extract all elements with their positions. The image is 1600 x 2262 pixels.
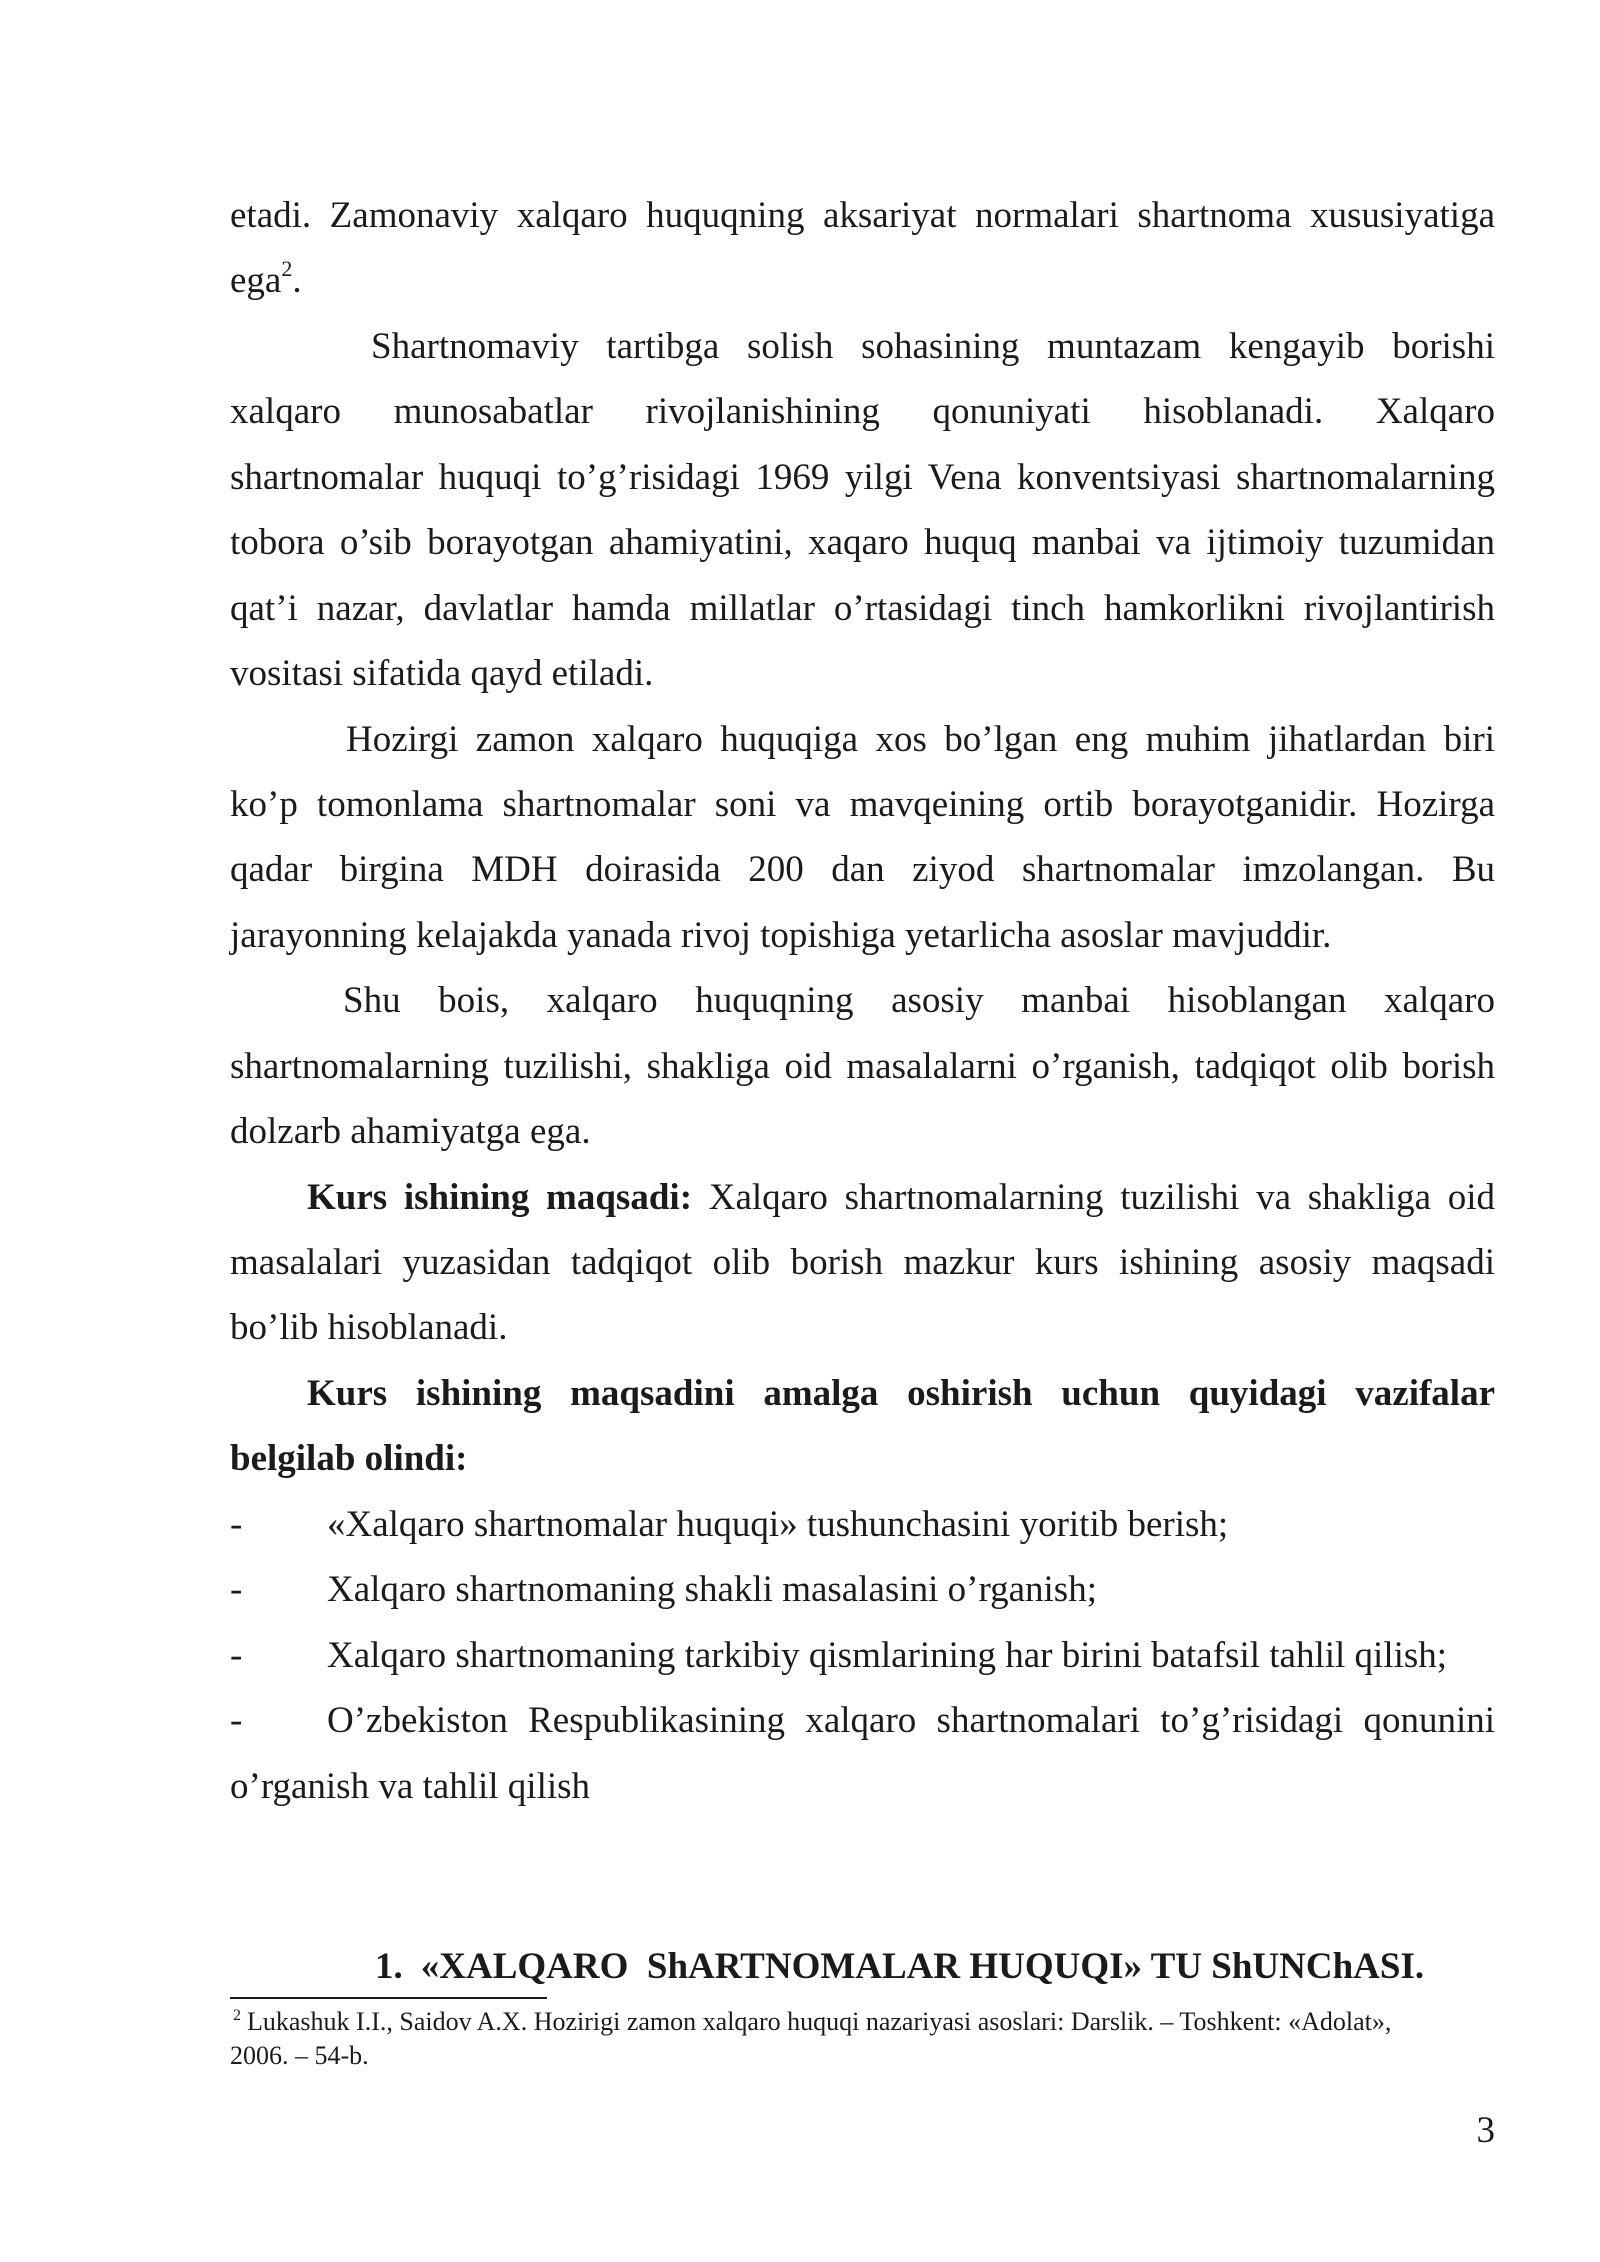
- section-heading: [375, 1934, 1424, 1999]
- line-text: ega: [230, 260, 282, 302]
- line-text: dolzarb ahamiyatga ega.: [230, 1111, 591, 1153]
- paragraph-line: [230, 1361, 1495, 1426]
- paragraph-line: [230, 641, 1495, 706]
- list-bullet: -: [230, 1569, 243, 1611]
- footnote-marker: 2: [233, 2007, 241, 2024]
- line-text: bo’lib hisoblanadi.: [230, 1307, 508, 1349]
- list-bullet: -: [230, 1634, 243, 1676]
- line-text: qadar birgina MDH doirasida 200 dan ziyod shartnomalar imzolangan. Bu: [230, 849, 1495, 891]
- line-text: .: [292, 260, 302, 302]
- paragraph-line: [230, 1426, 1495, 1491]
- line-text: Hozirgi zamon xalqaro huquqiga xos bo’lgan eng muhim jihatlardan biri: [346, 718, 1495, 760]
- list-item: [230, 1557, 1495, 1622]
- paragraph: [230, 314, 1495, 707]
- footnote: [230, 2005, 1495, 2072]
- footnote-line: [230, 2039, 1495, 2073]
- section-number: 1.: [375, 1946, 403, 1987]
- paragraph-tasks-intro: [230, 1361, 1495, 1492]
- paragraph: [230, 707, 1495, 969]
- line-text: qat’i nazar, davlatlar hamda millatlar o’rtasidagi tinch hamkorlikni rivojlantirish: [230, 587, 1495, 629]
- list-bullet: -: [230, 1503, 243, 1545]
- line-text: Xalqaro shartnomaning tarkibiy qismlarining har birini batafsil tahlil qilish;: [327, 1634, 1448, 1676]
- paragraph-line: [230, 1295, 1495, 1360]
- line-text: Xalqaro shartnomaning shakli masalasini o’rganish;: [327, 1569, 1097, 1611]
- goal-lead: Kurs ishining maqsadi:: [307, 1176, 693, 1218]
- paragraph-line: [230, 379, 1495, 444]
- line-text: xalqaro munosabatlar rivojlanishining qonuniyati hisoblanadi. Xalqaro: [230, 391, 1495, 433]
- paragraph-line: [230, 707, 1495, 772]
- footnote-reference: 2: [281, 256, 293, 282]
- line-text: masalalari yuzasidan tadqiqot olib borish mazkur kurs ishining asosiy maqsadi: [230, 1242, 1495, 1283]
- line-text: vositasi sifatida qayd etiladi.: [230, 653, 654, 695]
- footnote-text: 2006. – 54-b.: [230, 2040, 369, 2070]
- paragraph-line: [230, 837, 1495, 902]
- paragraph-line: [230, 1034, 1495, 1099]
- paragraph-course-goal: [230, 1165, 1495, 1361]
- line-text: Shartnomaviy tartibga solish sohasining muntazam kengayib borishi: [371, 325, 1495, 367]
- page-number: 3: [1476, 2110, 1495, 2151]
- paragraph-line: [230, 968, 1495, 1033]
- line-text: ko’p tomonlama shartnomalar soni va mavqeining ortib borayotganidir. Hozirga: [230, 783, 1495, 825]
- line-text: shartnomalar huquqi to’g’risidagi 1969 yilgi Vena konventsiyasi shartnomalarning: [230, 456, 1495, 498]
- body-text: [230, 183, 1495, 1819]
- list-item: [230, 1688, 1495, 1819]
- paragraph-line: [230, 1099, 1495, 1164]
- paragraph-line: [230, 1165, 1495, 1230]
- line-text: Shu bois, xalqaro huquqning asosiy manbai hisoblangan xalqaro: [343, 980, 1495, 1022]
- line-text: Kurs ishining maqsadini amalga oshirish uchun quyidagi vazifalar: [307, 1372, 1495, 1414]
- paragraph-line: [230, 183, 1495, 248]
- list-item: [230, 1492, 1495, 1557]
- line-text: shartnomalarning tuzilishi, shakliga oid masalalarni o’rganish, tadqiqot olib borish: [230, 1045, 1495, 1087]
- paragraph-line: [230, 576, 1495, 641]
- paragraph-line: [230, 1230, 1495, 1295]
- footnote-text: Lukashuk I.I., Saidov A.X. Hozirigi zamon xalqaro huquqi nazariyasi asoslari: Darslik. – Toshkent: «Adolat»,: [247, 2007, 1392, 2036]
- task-list: [230, 1492, 1495, 1819]
- paragraph-line: [230, 248, 1495, 313]
- line-text: etadi. Zamonaviy xalqaro huquqning aksariyat normalari shartnoma xususiyatiga: [230, 195, 1495, 236]
- line-text: jarayonning kelajakda yanada rivoj topishiga yetarlicha asoslar mavjuddir.: [230, 914, 1332, 956]
- line-text: «Xalqaro shartnomalar huquqi» tushunchasini yoritib berish;: [327, 1503, 1229, 1545]
- paragraph-line: [230, 772, 1495, 837]
- list-bullet: -: [230, 1700, 243, 1742]
- paragraph-line: [230, 314, 1495, 379]
- footnote-line: [230, 2005, 1495, 2039]
- line-text: o’rganish va tahlil qilish: [230, 1765, 591, 1807]
- paragraph-line: [230, 903, 1495, 968]
- paragraph-line: [230, 445, 1495, 510]
- paragraph: [230, 968, 1495, 1164]
- line-text: O’zbekiston Respublikasining xalqaro shartnomalari to’g’risidagi qonunini: [327, 1700, 1495, 1742]
- line-text: tobora o’sib borayotgan ahamiyatini, xaqaro huquq manbai va ijtimoiy tuzumidan: [230, 522, 1495, 564]
- line-text: Xalqaro shartnomalarning tuzilishi va shakliga oid: [708, 1176, 1495, 1218]
- paragraph-line: [230, 1688, 1495, 1753]
- footnote-separator: [230, 1997, 547, 1999]
- paragraph-line: [230, 1754, 1495, 1819]
- paragraph: [230, 183, 1495, 314]
- list-item: [230, 1623, 1495, 1688]
- paragraph-line: [230, 510, 1495, 575]
- line-text: belgilab olindi:: [230, 1438, 468, 1480]
- section-title: «XALQARO ShARTNOMALAR HUQUQI» TU ShUNChASI.: [420, 1946, 1425, 1987]
